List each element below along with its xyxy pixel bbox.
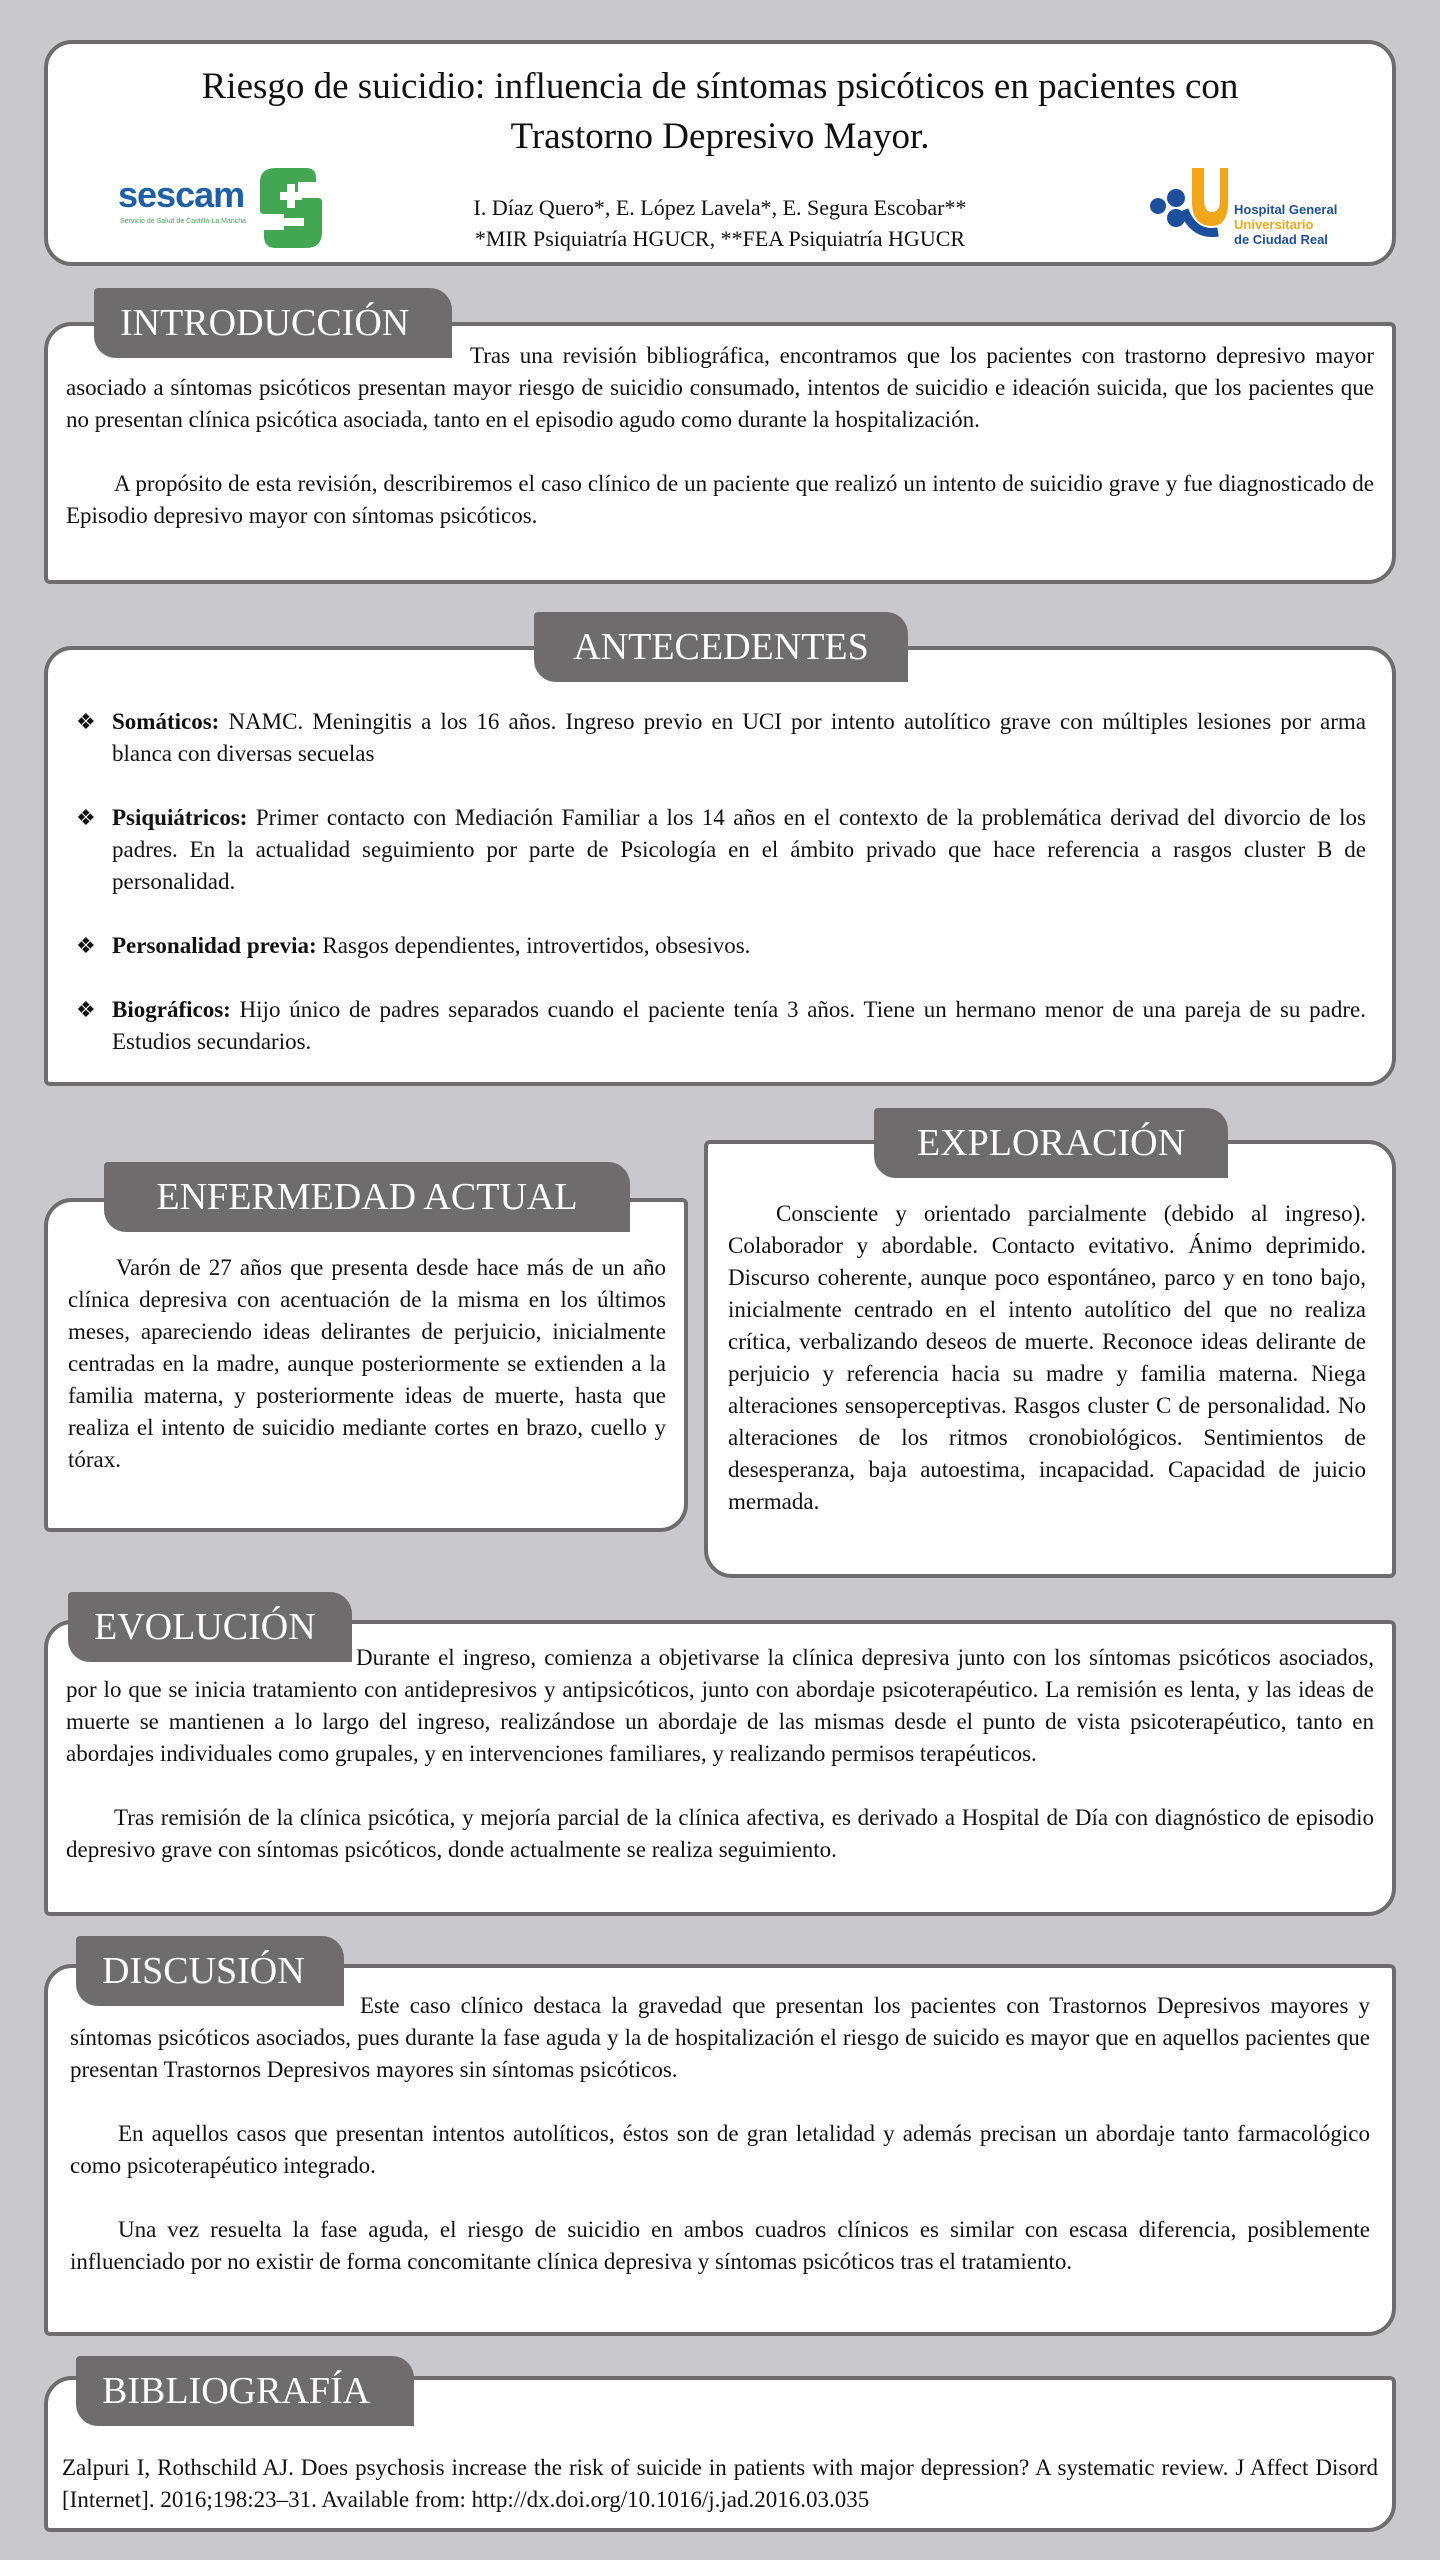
evolucion-paragraph: Durante el ingreso, comienza a objetivarse la clínica depresiva junto con los síntomas psicóticos asociados, por lo que se inicia tratamiento con antidepresivos y antipsicóticos, junto con abordaje psicoterapéutico. La remisión es lenta, y las ideas de muerte se mantienen a lo largo del ingreso, realizándose un abordaje de las mismas desde el punto de vista psicoterapéutico, tanto en abordajes individuales como grupales, y en intervenciones familiares, y realizando permisos terapéuticos.: [66, 1645, 1374, 1766]
discusion-paragraph: En aquellos casos que presentan intentos autolíticos, éstos son de gran letalidad y además precisan un abordaje tanto farmacológico como psicoterapéutico integrado.: [70, 2121, 1370, 2178]
antecedentes-list: [76, 706, 1366, 1090]
evolucion-heading: EVOLUCIÓN: [68, 1592, 352, 1662]
introduccion-paragraph: A propósito de esta revisión, describiremos el caso clínico de un paciente que realizó un intento de suicidio grave y fue diagnosticado de Episodio depresivo mayor con síntomas psicóticos.: [66, 471, 1374, 528]
sescam-logo-text: sescam: [118, 174, 245, 215]
antecedentes-item-somaticos: ❖ Somáticos: NAMC. Meningitis a los 16 años. Ingreso previo en UCI por intento autolítico grave con múltiples lesiones por arma blanca con diversas secuelas: [76, 706, 1366, 770]
antecedentes-item-personalidad: ❖ Personalidad previa: Rasgos dependientes, introvertidos, obsesivos.: [76, 930, 1366, 962]
diamond-bullet-icon: ❖: [76, 709, 96, 734]
discusion-text: [70, 1990, 1370, 2278]
diamond-bullet-icon: ❖: [76, 805, 96, 830]
bibliografia-reference: Zalpuri I, Rothschild AJ. Does psychosis increase the risk of suicide in patients with major depression? A systematic review. J Affect Disord [Internet]. 2016;198:23–31. Available from: http://dx.doi.org/10.1016/j.jad.2016.03.035: [62, 2455, 1378, 2512]
bibliografia-text: [62, 2452, 1378, 2516]
exploracion-heading: EXPLORACIÓN: [874, 1108, 1228, 1178]
enfermedad-actual-heading: ENFERMEDAD ACTUAL: [104, 1162, 630, 1232]
hospital-name: Hospital General Universitario de Ciudad Real: [1234, 202, 1338, 247]
exploracion-text: [728, 1198, 1366, 1518]
diamond-bullet-icon: ❖: [76, 933, 96, 958]
antecedentes-item-biograficos: ❖ Biográficos: Hijo único de padres separados cuando el paciente tenía 3 años. Tiene un hermano menor de una pareja de su padre. Estudios secundarios.: [76, 994, 1366, 1058]
sescam-logo-subtitle: Servicio de Salud de Castilla-La Mancha: [120, 218, 247, 225]
introduccion-heading: INTRODUCCIÓN: [94, 288, 452, 358]
evolucion-paragraph: Tras remisión de la clínica psicótica, y mejoría parcial de la clínica afectiva, es derivado a Hospital de Día con diagnóstico de episodio depresivo grave con síntomas psicóticos, donde actualmente se realiza seguimiento.: [66, 1805, 1374, 1862]
antecedentes-heading: ANTECEDENTES: [534, 612, 908, 682]
discusion-heading: DISCUSIÓN: [76, 1936, 344, 2006]
enfermedad-actual-paragraph: Varón de 27 años que presenta desde hace más de un año clínica depresiva con acentuación de la misma en los últimos meses, apareciendo ideas delirantes de perjuicio, inicialmente centradas en la madre, aunque posteriormente se extienden a la familia materna, y posteriormente ideas de muerte, hasta que realiza el intento de suicidio mediante cortes en brazo, cuello y tórax.: [68, 1255, 666, 1472]
hospital-logo: [1148, 162, 1368, 252]
authors: I. Díaz Quero*, E. López Lavela*, E. Segura Escobar** *MIR Psiquiatría HGUCR, **FEA Psiquiatría HGUCR: [473, 195, 967, 251]
exploracion-paragraph: Consciente y orientado parcialmente (debido al ingreso). Colaborador y abordable. Contacto evitativo. Ánimo deprimido. Discurso coherente, aunque poco espontáneo, parco y en tono bajo, inicialmente centrado en el intento autolítico del que no realiza crítica, verbalizando deseos de muerte. Reconoce ideas delirante de perjuicio y referencia hacia su madre y familia materna. Niega alteraciones sensoperceptivas. Rasgos cluster C de personalidad. No alteraciones de los ritmos cronobiológicos. Sentimientos de desesperanza, baja autoestima, incapacidad. Capacidad de juicio mermada.: [728, 1201, 1366, 1514]
introduccion-paragraph: Tras una revisión bibliográfica, encontramos que los pacientes con trastorno depresivo mayor asociado a síntomas psicóticos presentan mayor riesgo de suicidio consumado, intentos de suicidio e ideación suicida, que los pacientes que no presentan clínica psicótica asociada, tanto en el episodio agudo como durante la hospitalización.: [66, 343, 1374, 432]
diamond-bullet-icon: ❖: [76, 997, 96, 1022]
poster-title: Riesgo de suicidio: influencia de síntomas psicóticos en pacientes con Trastorno Depresivo Mayor.: [201, 66, 1239, 157]
discusion-paragraph: Este caso clínico destaca la gravedad que presentan los pacientes con Trastornos Depresivos mayores y síntomas psicóticos asociados, pues durante la fase aguda y la de hospitalización el riesgo de suicido es mayor que en aquellos pacientes que presentan Trastornos Depresivos mayores sin síntomas psicóticos.: [70, 1993, 1370, 2082]
evolucion-text: [66, 1642, 1374, 1866]
bibliografia-heading: BIBLIOGRAFÍA: [76, 2356, 414, 2426]
hospital-emblem-icon: [1148, 162, 1228, 252]
enfermedad-actual-text: [68, 1252, 666, 1476]
introduccion-text: [66, 340, 1374, 532]
header-box: [44, 40, 1396, 266]
antecedentes-item-psiquiatricos: ❖ Psiquiátricos: Primer contacto con Mediación Familiar a los 14 años en el contexto de la problemática derivad del divorcio de los padres. En la actualidad seguimiento por parte de Psicología en el ámbito privado que hace referencia a rasgos cluster B de personalidad.: [76, 802, 1366, 898]
discusion-paragraph: Una vez resuelta la fase aguda, el riesgo de suicidio en ambos cuadros clínicos es similar con escasa diferencia, posiblemente influenciado por no existir de forma concomitante clínica depresiva y síntomas psicóticos tras el tratamiento.: [70, 2217, 1370, 2274]
